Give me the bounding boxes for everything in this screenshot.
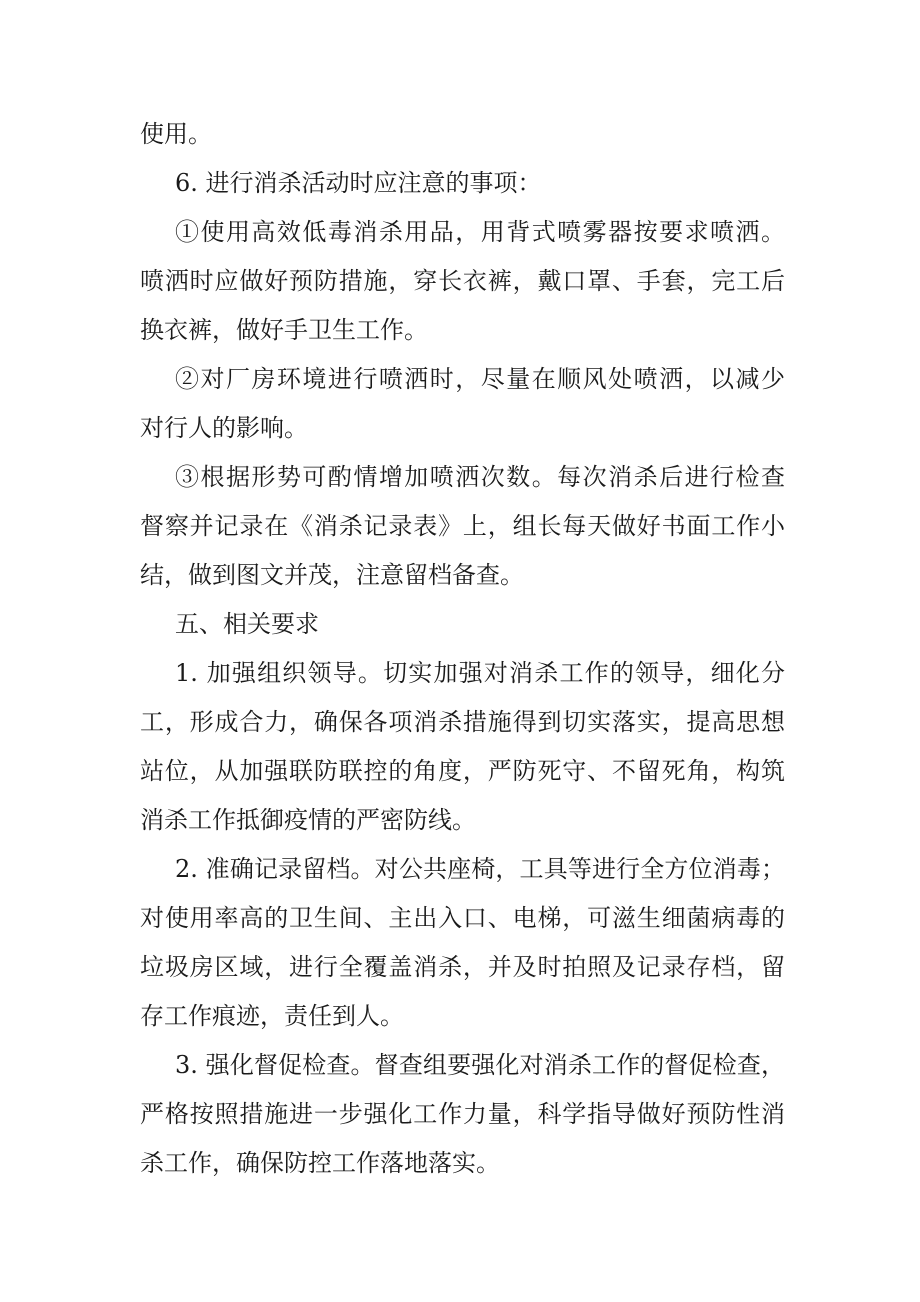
section-heading: 五、相关要求 — [175, 610, 319, 638]
text-line: 垃圾房区域，进行全覆盖消杀，并及时拍照及记录存档，留 — [140, 953, 785, 981]
text-line: 消杀工作抵御疫情的严密防线。 — [140, 806, 476, 834]
text-line: 使用。 — [140, 120, 212, 148]
text-line: 站位，从加强联防联控的角度，严防死守、不留死角，构筑 — [140, 757, 785, 785]
item-heading: 6. 进行消杀活动时应注意的事项： — [175, 169, 542, 197]
text-line: 喷洒时应做好预防措施，穿长衣裤，戴口罩、手套，完工后 — [140, 267, 785, 295]
text-line: 督察并记录在《消杀记录表》上，组长每天做好书面工作小 — [140, 512, 785, 540]
text-line: 工，形成合力，确保各项消杀措施得到切实落实，提高思想 — [140, 708, 785, 736]
text-line: 对使用率高的卫生间、主出入口、电梯，可滋生细菌病毒的 — [140, 904, 785, 932]
text-line: 存工作痕迹，责任到人。 — [140, 1002, 404, 1030]
text-line: 2. 准确记录留档。对公共座椅，工具等进行全方位消毒； — [175, 855, 785, 883]
text-line: 换衣裤，做好手卫生工作。 — [140, 316, 428, 344]
text-line: ②对厂房环境进行喷洒时，尽量在顺风处喷洒，以减少 — [175, 365, 785, 393]
text-line: ①使用高效低毒消杀用品，用背式喷雾器按要求喷洒。 — [175, 218, 785, 246]
text-line: 杀工作，确保防控工作落地落实。 — [140, 1149, 500, 1177]
text-line: 1. 加强组织领导。切实加强对消杀工作的领导，细化分 — [175, 659, 785, 687]
text-line: ③根据形势可酌情增加喷洒次数。每次消杀后进行检查 — [175, 463, 785, 491]
text-line: 对行人的影响。 — [140, 414, 308, 442]
text-line: 3. 强化督促检查。督查组要强化对消杀工作的督促检查， — [175, 1051, 785, 1079]
text-line: 严格按照措施进一步强化工作力量，科学指导做好预防性消 — [140, 1100, 785, 1128]
text-line: 结，做到图文并茂，注意留档备查。 — [140, 561, 524, 589]
